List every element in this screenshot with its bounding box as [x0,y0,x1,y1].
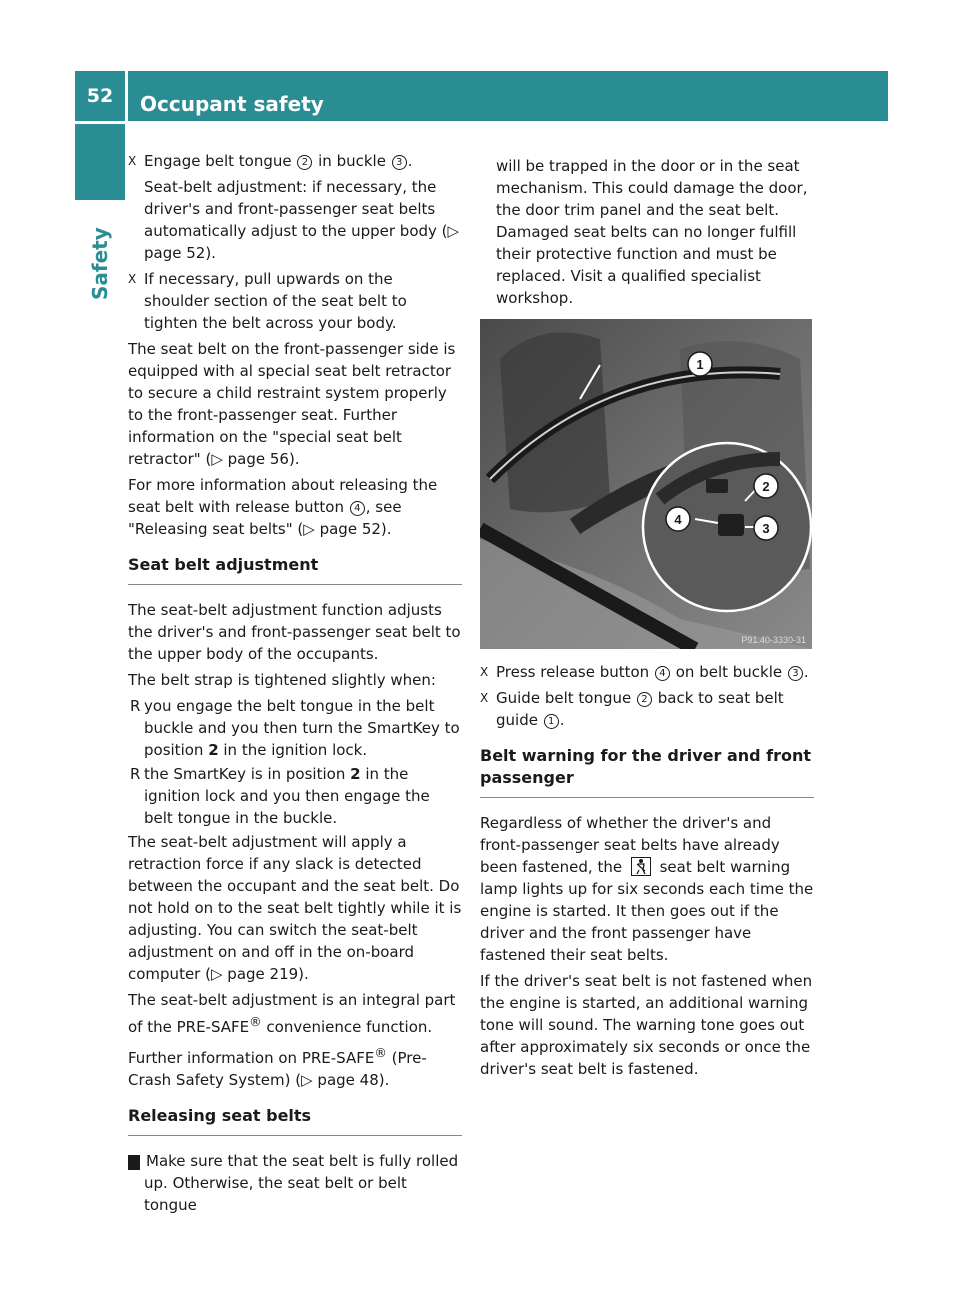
paragraph-warning-lamp: Regardless of whether the driver's and front-passenger seat belts have already been fastened, the seat belt warning lamp lights up for six seconds each time the engine is started. It then goes out if the driver and the front passenger have fastened their seat belts. [480,814,814,964]
paragraph-presafe-info: Further information on PRE-SAFE® (Pre-Crash Safety System) (▷ page 48). [128,1045,427,1089]
right-column [480,155,814,1084]
paragraph-function: The seat-belt adjustment function adjusts the driver's and front-passenger seat belt to the upper body of the occupants. [128,601,461,663]
bullet-icon: R [130,697,141,715]
instruction-guide-tongue: X Guide belt tongue 2 back to seat belt guide 1 . [480,689,784,729]
photo-callout-1 [688,352,712,376]
page-reference[interactable]: page 52). [319,520,392,538]
instruction-engage: X Engage belt tongue 2 in buckle 3 . [128,152,413,170]
callout-1: 1 [544,714,559,729]
page-reference[interactable]: page 219). [227,965,309,983]
photo-callout-4 [666,507,690,531]
svg-text:3: 3 [762,521,770,536]
photo-callout-3 [754,516,778,540]
paragraph-release: For more information about releasing the seat belt with release button 4 , see "Releasing seat belts" (▷ page 52). [128,476,438,538]
instruction-pull: X If necessary, pull upwards on the shoulder section of the seat belt to tighten the belt across your body. [128,270,407,332]
left-column [123,150,462,1220]
svg-text:2: 2 [762,479,770,494]
page-ref-icon: ▷ [210,965,223,983]
paragraph-continued: will be trapped in the door or in the seat mechanism. This could damage the door, the door trim panel and the seat belt. Damaged seat belts can no longer fulfill their protective function and must be replaced. Visit a qualified specialist workshop. [496,157,808,307]
bullet-icon: R [130,765,141,783]
paragraph-adjust: Seat-belt adjustment: if necessary, the driver's and front-passenger seat belts automatically adjust to the upper body (▷ page 52). [144,178,460,262]
instruction-arrow-icon: X [480,691,489,705]
side-tab [75,124,125,200]
svg-text:4: 4 [674,512,682,527]
callout-3: 3 [788,666,803,681]
page-ref-icon: ▷ [303,520,315,538]
paragraph-presafe: The seat-belt adjustment is an integral part of the PRE-SAFE® convenience function. [128,991,456,1036]
warning-icon: ! [128,1155,140,1170]
svg-text:1: 1 [696,357,704,372]
photo-code: P91.40-3330-31 [741,635,806,645]
heading-belt-warning: Belt warning for the driver and front passenger [480,745,814,798]
paragraph-tightened: The belt strap is tightened slightly when: [128,671,436,689]
page-ref-icon: ▷ [447,222,460,240]
page-reference[interactable]: page 52). [144,244,216,262]
callout-4: 4 [350,501,365,516]
paragraph-warning-tone: If the driver's seat belt is not fastened when the engine is started, an additional warning tone will sound. The warning tone goes out after approximately six seconds or once the driver's seat belt is fastened. [480,972,813,1078]
instruction-press-release: X Press release button 4 on belt buckle 3 . [480,663,809,681]
paragraph-retractor: The seat belt on the front-passenger side is equipped with al special seat belt retractor to secure a child restraint system properly to the front-passenger seat. Further information on the "special seat belt retractor" (▷ page 56). [128,340,456,468]
page-ref-icon: ▷ [301,1071,313,1089]
seat-belt-photo [480,319,812,649]
instruction-arrow-icon: X [128,154,137,168]
header-divider [125,71,128,121]
instruction-arrow-icon: X [128,272,137,286]
list-item: R you engage the belt tongue in the belt buckle and you then turn the SmartKey to position 2 in the ignition lock. [130,697,460,759]
callout-4: 4 [655,666,670,681]
callout-2: 2 [297,155,312,170]
paragraph-force: The seat-belt adjustment will apply a retraction force if any slack is detected between the occupant and the seat belt. Do not hold on to the seat belt tightly while it is adjusting. You can switch the seat-belt adjustment on and off in the on-board computer (▷ page 219). [128,833,462,983]
photo-callout-2 [754,474,778,498]
page-number: 52 [86,85,114,107]
list-item: R the SmartKey is in position 2 in the ignition lock and you then engage the belt tongue in the buckle. [130,765,430,827]
heading-seat-belt-adjustment: Seat belt adjustment [128,554,462,585]
instruction-arrow-icon: X [480,665,489,679]
page-reference[interactable]: page 48). [317,1071,390,1089]
seat-belt-warning-lamp-icon [631,857,651,876]
heading-releasing-seat-belts: Releasing seat belts [128,1105,462,1136]
side-tab-label: Safety [88,227,112,300]
warning-note: ! Make sure that the seat belt is fully rolled up. Otherwise, the seat belt or belt tongue [123,1152,459,1214]
page-reference[interactable]: page 56). [227,450,300,468]
section-title: Occupant safety [140,92,324,116]
callout-3: 3 [392,155,407,170]
callout-2: 2 [637,692,652,707]
page-ref-icon: ▷ [211,450,223,468]
